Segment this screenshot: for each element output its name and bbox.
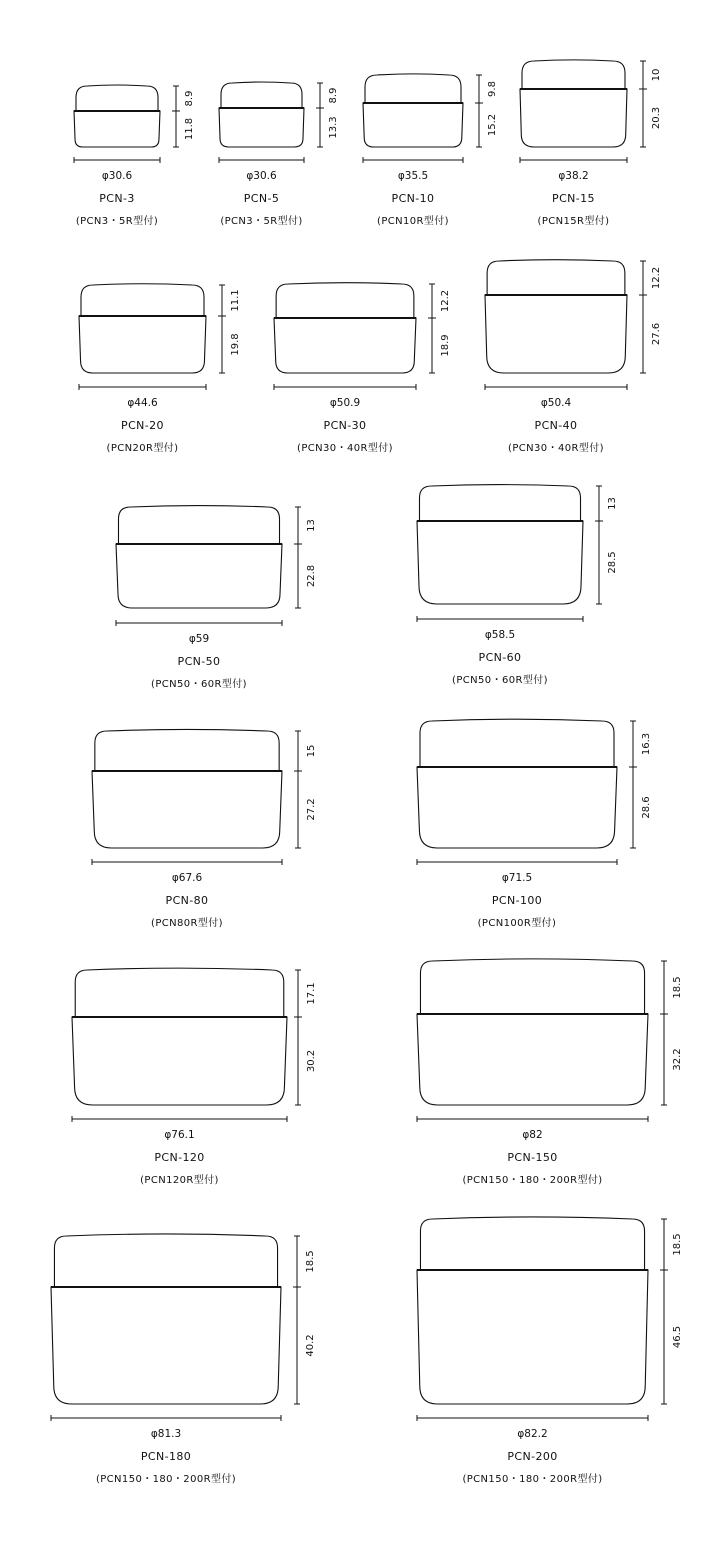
mold-reference: (PCN3・5R型付) <box>75 216 159 227</box>
product-name: PCN-15 <box>552 192 595 205</box>
body-height-label: 13.3 <box>328 116 339 139</box>
jar-item-pcn-50 <box>116 506 317 690</box>
cap-height-label: 9.8 <box>487 81 498 97</box>
diameter-label: φ30.6 <box>246 170 277 182</box>
diameter-label: φ50.9 <box>329 397 361 409</box>
diameter-label: φ82.2 <box>517 1428 548 1440</box>
product-name: PCN-3 <box>99 192 135 205</box>
product-name: PCN-150 <box>507 1151 558 1164</box>
body-outline <box>417 1014 648 1105</box>
body-outline <box>417 521 583 604</box>
diameter-label: φ82 <box>522 1129 543 1141</box>
lid-outline <box>76 85 158 111</box>
body-outline <box>485 295 627 373</box>
body-height-label: 32.2 <box>672 1048 683 1071</box>
product-name: PCN-100 <box>491 894 543 907</box>
product-name: PCN-20 <box>121 419 164 432</box>
mold-reference: (PCN150・180・200R型付) <box>95 1474 237 1485</box>
body-height-label: 40.2 <box>305 1334 316 1357</box>
product-name: PCN-40 <box>534 419 578 432</box>
product-name: PCN-30 <box>323 419 367 432</box>
cap-height-label: 15 <box>306 744 317 758</box>
jar-item-pcn-40 <box>485 260 662 454</box>
product-name: PCN-80 <box>165 894 209 907</box>
jar-item-pcn-20 <box>79 284 241 454</box>
cap-height-label: 18.5 <box>672 976 683 999</box>
cap-height-label: 18.5 <box>305 1250 316 1273</box>
mold-reference: (PCN50・60R型付) <box>452 675 548 686</box>
jar-item-pcn-80 <box>92 729 317 929</box>
lid-outline <box>221 82 302 108</box>
jar-item-pcn-100 <box>417 719 652 929</box>
body-height-label: 28.5 <box>607 551 618 574</box>
body-outline <box>363 103 463 147</box>
body-outline <box>116 544 282 608</box>
jar-item-pcn-200 <box>417 1217 683 1485</box>
mold-reference: (PCN3・5R型付) <box>220 216 303 227</box>
body-height-label: 27.2 <box>306 798 317 821</box>
jar-item-pcn-180 <box>51 1234 316 1485</box>
diameter-label: φ38.2 <box>558 170 589 182</box>
cap-height-label: 8.9 <box>184 90 195 107</box>
body-outline <box>74 111 160 147</box>
body-height-label: 22.8 <box>306 564 317 588</box>
mold-reference: (PCN120R型付) <box>140 1175 219 1186</box>
body-height-label: 19.8 <box>230 333 241 356</box>
body-height-label: 27.6 <box>651 322 662 346</box>
body-outline <box>417 767 617 848</box>
body-outline <box>92 771 282 848</box>
mold-reference: (PCN50・60R型付) <box>151 679 247 690</box>
lid-outline <box>365 74 461 103</box>
body-height-label: 30.2 <box>306 1049 317 1073</box>
body-outline <box>72 1017 287 1105</box>
diameter-label: φ81.3 <box>150 1428 182 1440</box>
diameter-label: φ59 <box>188 633 210 645</box>
product-name: PCN-5 <box>243 192 280 205</box>
lid-outline <box>522 60 625 89</box>
jar-item-pcn-5 <box>219 82 339 227</box>
lid-outline <box>419 485 580 521</box>
lid-outline <box>118 506 279 544</box>
body-height-label: 20.3 <box>651 106 662 130</box>
product-name: PCN-10 <box>391 192 435 205</box>
body-outline <box>274 318 416 373</box>
lid-outline <box>420 1217 644 1270</box>
mold-reference: (PCN150・180・200R型付) <box>462 1175 603 1186</box>
product-name: PCN-120 <box>154 1151 205 1164</box>
diameter-label: φ71.5 <box>501 872 533 884</box>
product-name: PCN-60 <box>478 651 522 664</box>
lid-outline <box>487 260 625 295</box>
lid-outline <box>276 283 414 318</box>
body-outline <box>219 108 304 147</box>
diameter-label: φ44.6 <box>127 397 158 409</box>
mold-reference: (PCN30・40R型付) <box>297 443 393 454</box>
jar-item-pcn-150 <box>417 959 683 1186</box>
jar-item-pcn-120 <box>72 968 317 1186</box>
jar-item-pcn-30 <box>274 283 451 454</box>
cap-height-label: 12.2 <box>651 266 662 290</box>
cap-height-label: 11.1 <box>230 289 241 312</box>
product-name: PCN-200 <box>507 1450 558 1463</box>
body-height-label: 46.5 <box>672 1325 683 1349</box>
body-height-label: 15.2 <box>487 113 498 137</box>
body-height-label: 28.6 <box>641 796 652 819</box>
jar-item-pcn-15 <box>520 60 662 227</box>
lid-outline <box>95 729 279 771</box>
diameter-label: φ35.5 <box>397 170 429 182</box>
body-outline <box>51 1287 281 1404</box>
cap-height-label: 13 <box>607 497 618 510</box>
body-outline <box>520 89 627 147</box>
body-height-label: 18.9 <box>440 334 451 357</box>
diameter-label: φ76.1 <box>164 1129 195 1141</box>
jar-item-pcn-60 <box>417 485 618 686</box>
jar-item-pcn-10 <box>363 74 498 227</box>
body-outline <box>79 316 206 373</box>
mold-reference: (PCN15R型付) <box>537 216 610 227</box>
mold-reference: (PCN30・40R型付) <box>508 443 604 454</box>
product-name: PCN-180 <box>140 1450 192 1463</box>
cap-height-label: 17.1 <box>306 982 317 1005</box>
mold-reference: (PCN150・180・200R型付) <box>462 1474 603 1485</box>
body-outline <box>417 1270 648 1404</box>
lid-outline <box>81 284 204 316</box>
diameter-label: φ30.6 <box>101 170 133 182</box>
cap-height-label: 8.9 <box>328 87 339 104</box>
lid-outline <box>420 959 644 1014</box>
diameter-label: φ67.6 <box>171 872 203 884</box>
cap-height-label: 10 <box>651 68 662 82</box>
jar-item-pcn-3 <box>74 85 195 227</box>
cap-height-label: 13 <box>306 519 317 532</box>
product-name: PCN-50 <box>177 655 221 668</box>
mold-reference: (PCN10R型付) <box>377 216 449 227</box>
mold-reference: (PCN100R型付) <box>477 918 557 929</box>
mold-reference: (PCN20R型付) <box>106 443 179 454</box>
mold-reference: (PCN80R型付) <box>151 918 223 929</box>
cap-height-label: 18.5 <box>672 1233 683 1256</box>
lid-outline <box>54 1234 277 1287</box>
lid-outline <box>75 968 284 1017</box>
diameter-label: φ58.5 <box>484 629 516 641</box>
body-height-label: 11.8 <box>184 117 195 141</box>
diameter-label: φ50.4 <box>540 397 572 409</box>
lid-outline <box>420 719 614 767</box>
cap-height-label: 16.3 <box>641 732 652 756</box>
cap-height-label: 12.2 <box>440 289 451 313</box>
